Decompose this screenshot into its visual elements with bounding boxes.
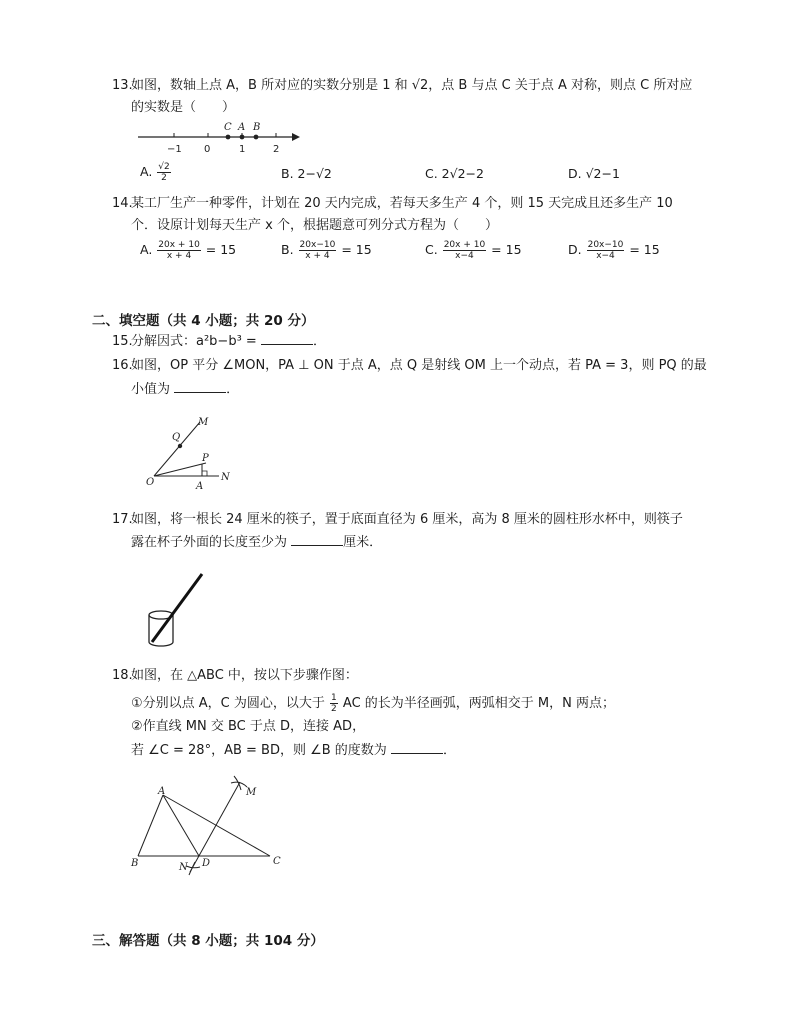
fig16-label-a: A: [196, 481, 204, 492]
q14-option-c-prefix: C.: [425, 242, 438, 257]
q17-text-line2a: 露在杯子外面的长度至少为: [131, 535, 288, 550]
q16-end: ．: [226, 382, 240, 397]
q18-step1-part-b: AC 的长为半径画弧，两弧相交于 M，N 两点；: [342, 696, 615, 711]
fig18-label-d: D: [202, 858, 211, 869]
q13-option-a-prefix: A.: [140, 164, 153, 179]
axis-label-a: A: [238, 122, 246, 133]
fig16-label-o: O: [146, 477, 155, 488]
q14-option-c-rhs: = 15: [491, 242, 522, 257]
axis-label-one: 1: [239, 144, 246, 155]
fig16-label-q: Q: [172, 432, 181, 443]
q13-text-line2: 的实数是（ ）: [131, 100, 236, 115]
fig18-label-m: M: [246, 787, 257, 798]
q17-text-line1: 如图，将一根长 24 厘米的筷子，置于底面直径为 6 厘米，高为 8 厘米的圆柱形水杯中，则筷子: [131, 512, 683, 527]
q18-end: ．: [442, 743, 456, 758]
q16-text-line1: 如图，OP 平分 ∠MON，PA ⊥ ON 于点 A，点 Q 是射线 OM 上一个动点，若 PA = 3，则 PQ 的最: [131, 358, 707, 373]
axis-label-b: B: [253, 122, 261, 133]
q14-option-a-rhs: = 15: [205, 242, 237, 257]
q15-end: ．: [312, 334, 326, 349]
q14-text-line1: 某工厂生产一种零件，计划在 20 天内完成，若每天多生产 4 个，则 15 天完成且还多生产 10: [131, 196, 673, 211]
q13-option-d[interactable]: D. √2−1: [568, 166, 620, 181]
q14-option-b-rhs: = 15: [341, 242, 372, 257]
fig18-label-c: C: [273, 856, 281, 867]
q15-text: 分解因式：a²b−b³ =: [131, 334, 257, 349]
q18-condition-text: 若 ∠C = 28°，AB = BD，则 ∠B 的度数为: [131, 743, 387, 758]
q18-half-fraction: $\frac{1}{2}$: [331, 693, 337, 714]
axis-label-zero: 0: [204, 144, 211, 155]
q15-number: 15.: [112, 334, 133, 349]
fig16-label-n: N: [221, 472, 230, 483]
q14-option-d-fraction: $\frac{20x-10}{x-4}$: [587, 240, 624, 261]
q18-step1-part-a: ①分别以点 A，C 为圆心，以大于: [131, 696, 325, 711]
q14-option-c-fraction: $\frac{20x + 10}{x-4}$: [443, 240, 486, 261]
section-3-heading: 三、解答题（共 8 小题；共 104 分）: [92, 933, 324, 949]
q13-number: 13.: [112, 78, 133, 93]
section-2-heading: 二、填空题（共 4 小题；共 20 分）: [92, 313, 315, 329]
q14-option-d-prefix: D.: [568, 242, 582, 257]
fig16-label-p: P: [202, 453, 209, 464]
fig18-label-a: A: [158, 786, 166, 797]
axis-label-c: C: [224, 122, 232, 133]
q14-option-a-fraction: $\frac{20x + 10}{x + 4}$: [158, 240, 200, 261]
q18-text-line1: 如图，在 △ABC 中，按以下步骤作图：: [131, 668, 358, 683]
q17-text-line2b: 厘米．: [343, 535, 383, 550]
axis-label-minus1: −1: [167, 144, 182, 155]
fig16-label-m: M: [198, 417, 209, 428]
q17-number: 17.: [112, 512, 133, 527]
q14-option-b-fraction: $\frac{20x-10}{x + 4}$: [299, 240, 336, 261]
axis-label-two: 2: [273, 144, 280, 155]
q13-option-a-fraction: $\frac{√2}{2}$: [158, 162, 170, 183]
q16-number: 16.: [112, 358, 133, 373]
fig18-label-n: N: [179, 862, 188, 873]
q14-option-d-rhs: = 15: [629, 242, 660, 257]
q13-option-c[interactable]: C. 2√2−2: [425, 166, 484, 181]
q14-number: 14.: [112, 196, 133, 211]
q14-option-b-prefix: B.: [281, 242, 294, 257]
q14-text-line2: 个．设原计划每天生产 x 个，根据题意可列分式方程为（ ）: [131, 218, 498, 233]
q13-text-line1: 如图，数轴上点 A，B 所对应的实数分别是 1 和 √2，点 B 与点 C 关于点 A 对称，则点 C 所对应: [131, 78, 693, 93]
q18-number: 18.: [112, 668, 133, 683]
q18-step2: ②作直线 MN 交 BC 于点 D，连接 AD，: [131, 719, 366, 734]
q16-text-line2: 小值为: [131, 382, 171, 397]
q13-option-b[interactable]: B. 2−√2: [281, 166, 332, 181]
fig18-label-b: B: [131, 858, 139, 869]
q14-option-a-prefix: A.: [140, 242, 153, 257]
